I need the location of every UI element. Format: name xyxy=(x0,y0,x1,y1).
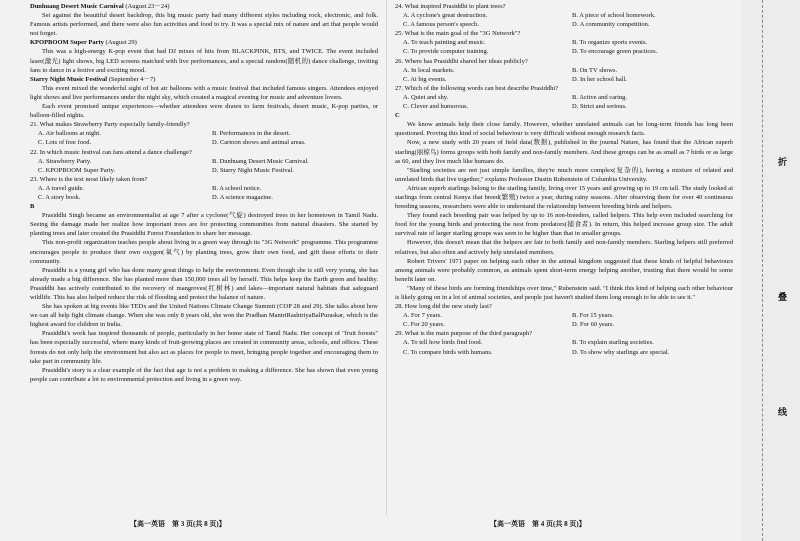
question-29-options xyxy=(395,338,733,356)
binding-char: 线 xyxy=(778,407,788,417)
option[interactable]: D. A community competition. xyxy=(572,21,650,29)
option[interactable]: A. A travel guide. xyxy=(38,184,85,192)
option[interactable]: A. Air balloons at night. xyxy=(38,130,101,138)
passage-paragraph: Robert Trivers' 1971 paper on helping each other in the animal kingdom suggested that these kinds of helpful behaviours among animals were probably common, as animals spent short-term energy helping another, trusting that there would be some benefit later on. xyxy=(395,257,733,283)
section-b-heading: B xyxy=(30,203,35,211)
option[interactable]: B. A piece of school homework. xyxy=(572,12,656,20)
festival-text: Set against the beautiful desert backdrop, this big music party had many different styles including rock, electronic, and folk. Famous artists performed, and there were also fun activities and food to try. It was a special mix of nature and art that people would not forget. xyxy=(30,12,378,38)
passage-paragraph: African superb starlings belong to the starling family, living over 15 years and growing up to 19 cm tall. The study looked at starlings from central Kenya that breed(繁殖) twice a year, during rainy seasons. After observing them for over 40 continuous breeding seasons, researchers were able to understand the relationship between breeding birds and helpers. xyxy=(395,184,733,211)
festival-heading: Dunhuang Desert Music Carnival (August 23－24) xyxy=(30,3,170,10)
option[interactable]: C. A famous person's speech. xyxy=(403,21,479,29)
question-27-options xyxy=(395,93,733,111)
option[interactable]: D. Starry Night Music Festival. xyxy=(212,166,294,174)
question-24-options xyxy=(395,11,733,29)
option[interactable]: A. To tell how birds find food. xyxy=(403,339,483,347)
option[interactable]: D. To encourage green practices. xyxy=(572,48,658,56)
passage-paragraph: Prasiddhi's story is a clear example of the fact that age is not a problem to making a difference. She has shown that even young people can contribute a lot to environmental protection and living in a green way. xyxy=(30,366,378,383)
option[interactable]: D. Strict and serious. xyxy=(572,103,627,111)
option[interactable]: B. A school notice. xyxy=(212,184,262,192)
option[interactable]: C. At big events. xyxy=(403,75,447,83)
question-21: 21. What makes Strawberry Party especially family-friendly? xyxy=(30,121,190,129)
option[interactable]: B. To organize sports events. xyxy=(572,39,648,47)
festival-text: This event mixed the wonderful sight of hot air balloons with a music festival that included famous singers. Attendees enjoyed light shows and live performances under the night sky, which created a magical evening for music and adventure lovers. xyxy=(30,84,378,101)
passage-paragraph: She has spoken at big events like TEDx and the United Nations Climate Change Summit (COP 28 and 29). She talks about how we can all help fight climate change. When she was only 8 years old, she won the Pradhan MantriRashtriyaBalPuraskar, which is the highest award for children in India. xyxy=(30,303,378,329)
left-page xyxy=(30,2,378,384)
passage-paragraph: Prasiddhi Singh became an environmentalist at age 7 after a cyclone(气旋) destroyed trees in her hometown in Tamil Nadu. Seeing the damage made her realize how important trees are for protecting communities from natural disasters. She started by planting trees and later created the Prasiddhi Forest Foundation to share her message. xyxy=(30,212,378,238)
option[interactable]: D. To show why starlings are special. xyxy=(572,348,670,356)
question-22: 22. In which music festival can fans attend a dance challenge? xyxy=(30,148,192,156)
option[interactable]: D. In her school hall. xyxy=(572,75,627,83)
binding-char: 折 xyxy=(778,157,788,167)
page-footer-right: 【高一英语 第 4 页(共 8 页)】 xyxy=(490,520,586,528)
question-22-options xyxy=(30,157,378,175)
option[interactable]: C. To provide computer training. xyxy=(403,48,489,56)
option[interactable]: D. A science magazine. xyxy=(212,193,273,201)
option[interactable]: C. To compare birds with humans. xyxy=(403,348,493,356)
option[interactable]: D. Cartoon shows and animal areas. xyxy=(212,139,306,147)
page-footer-left: 【高一英语 第 3 页(共 8 页)】 xyxy=(130,520,226,528)
section-c-heading: C xyxy=(395,112,400,120)
question-29: 29. What is the main purpose of the third paragraph? xyxy=(395,330,533,338)
question-21-options xyxy=(30,129,378,147)
option[interactable]: C. A story book. xyxy=(38,193,81,201)
passage-paragraph: However, this doesn't mean that the helpers are fair to both family and non-family members. Starling helpers still preferred relatives, but also often and actively help unrelated members. xyxy=(395,239,733,256)
passage-paragraph: This non-profit organization teaches people about living in a green way through its "3G Network" programme. This programme encourages people to produce their own oxygen(氧气) by planting trees, grow their own food, and gift these efforts to their community. xyxy=(30,239,378,265)
passage-paragraph: We know animals help their close family. However, whether unrelated animals can be long-term friends has long been questioned. Proving this kind of social behaviour is very difficult without enough research facts. xyxy=(395,121,733,138)
option[interactable]: C. Lots of free food. xyxy=(38,139,92,147)
fold-line xyxy=(762,0,763,541)
festival-text: This was a high-energy K-pop event that had DJ mixes of hits from BLACKPINK, BTS, and TWICE. The event included laser(激光) light shows, big LED screens matched with live performances, and a special random(随机的) dance challenge, inviting fans to dance in a festive and exciting mood. xyxy=(30,48,378,74)
binding-char: 叠 xyxy=(778,292,788,302)
option[interactable]: D. For 60 years. xyxy=(572,321,615,329)
right-page xyxy=(395,2,733,357)
question-23-options xyxy=(30,184,378,202)
option[interactable]: B. Active and caring. xyxy=(572,93,628,101)
question-26: 26. Where has Prasiddhi shared her ideas publicly? xyxy=(395,57,528,65)
question-28-options xyxy=(395,311,733,329)
page-divider xyxy=(386,0,387,515)
option[interactable]: C. For 20 years. xyxy=(403,321,445,329)
option[interactable]: A. A cyclone's great destruction. xyxy=(403,12,488,20)
question-25-options xyxy=(395,38,733,56)
passage-paragraph: Now, a new study with 20 years of field data(数据), published in the journal Nature, has found that the African superb starling(丽椋鸟) forms groups with both family and non-family members. And these groups can be as small as 7 birds or as large as 60, and they live much like humans do. xyxy=(395,139,733,165)
option[interactable]: A. Quiet and shy. xyxy=(403,93,449,101)
question-25: 25. What is the main goal of the "3G Network"? xyxy=(395,30,521,38)
option[interactable]: B. To explain starling societies. xyxy=(572,339,654,347)
option[interactable]: B. Performances in the desert. xyxy=(212,130,291,138)
option[interactable]: B. For 15 years. xyxy=(572,312,614,320)
option[interactable]: A. Strawberry Party. xyxy=(38,157,92,165)
festival-heading: KPOPBOOM Super Party (August 29) xyxy=(30,39,137,47)
binding-margin xyxy=(742,0,800,541)
passage-paragraph: Prasiddhi's work has inspired thousands of people, particularly in her home state of Tamil Nadu. Her concept of "fruit forests" has been especially successful, where many kinds of fruit-growing places are created in community areas, schools, and offices. These forests do not only help the environment but also act as places for people to meet, bringing people together and encouraging them to take part in community life. xyxy=(30,330,378,365)
passage-paragraph: "Starling societies are not just simple families, they're much more complex(复杂的), having a mixture of related and unrelated birds that live together," explains Professor Dustin Rubenstein of Columbia University. xyxy=(395,166,733,183)
question-27: 27. Which of the following words can best describe Prasiddhi? xyxy=(395,84,559,92)
option[interactable]: A. To teach painting and music. xyxy=(403,39,486,47)
option[interactable]: B. On TV shows. xyxy=(572,66,618,74)
festival-closing: Each event promised unique experiences—whether attendees were drawn to farm festivals, desert music, K-pop parties, or balloon-filled nights. xyxy=(30,103,378,120)
option[interactable]: B. Dunhuang Desert Music Carnival. xyxy=(212,157,309,165)
question-23: 23. Where is the text most likely taken from? xyxy=(30,175,148,183)
question-26-options xyxy=(395,66,733,84)
passage-paragraph: "Many of these birds are forming friendships over time," Rubenstein said. "I think this kind of helping each other behaviour is likely going on in a lot of animal societies, and people just haven't studied them long enough to be able to see it." xyxy=(395,284,733,301)
question-24: 24. What inspired Prasiddhi to plant trees? xyxy=(395,3,506,10)
passage-paragraph: They found each breeding pair was helped by up to 16 non-breeders, called helpers. This help even included searching for food for the young birds and protecting the nest from predators(捕食者). In return, this helped increase group size. The adult survival rate of larger starling groups was seen to be higher than that in smaller groups. xyxy=(395,212,733,238)
option[interactable]: A. For 7 years. xyxy=(403,312,442,320)
festival-heading: Starry Night Music Festival (September 4－7) xyxy=(30,75,156,83)
question-28: 28. How long did the new study last? xyxy=(395,303,492,311)
option[interactable]: A. In local markets. xyxy=(403,66,455,74)
option[interactable]: C. Clever and humorous. xyxy=(403,103,469,111)
option[interactable]: C. KPOPBOOM Super Party. xyxy=(38,166,116,174)
passage-paragraph: Prasiddhi is a young girl who has done many great things to help the environment. Even though she is still very young, she has already made a big difference. She has planted more than 150,000 trees all by herself. This helps keep the Earth green and healthy. Prasiddhi has actively contributed to the recovery of mangroves(红树林) and lakes—important natural habitats that safeguard wildlife. This has also helped reduce the risk of flooding and protect the balance of nature. xyxy=(30,266,378,301)
